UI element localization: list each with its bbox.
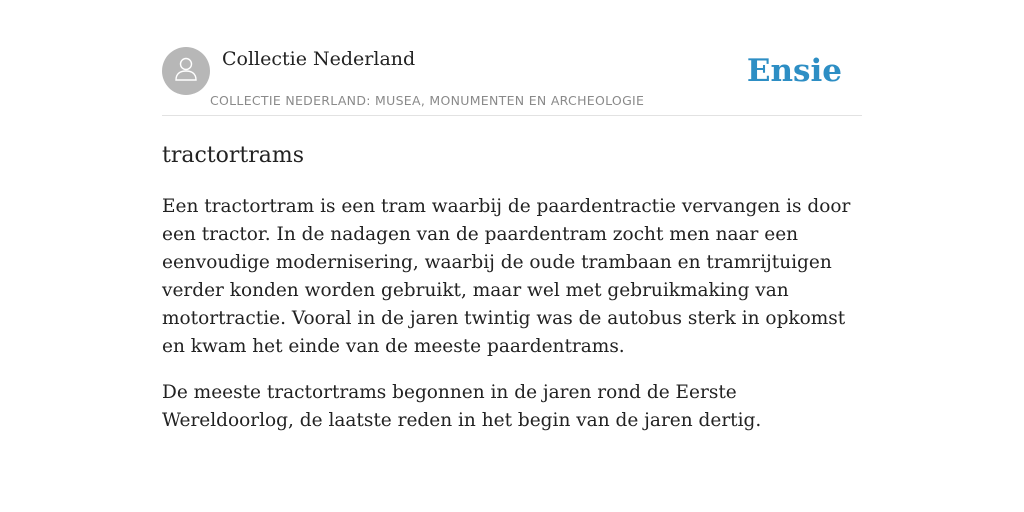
brand-logo[interactable]: Ensie	[746, 53, 842, 89]
avatar[interactable]	[162, 47, 210, 95]
page-title: tractortrams	[162, 143, 305, 168]
article-paragraph: Een tractortram is een tram waarbij de paardentractie vervangen is door een tractor. In de nadagen van de paardentram zocht men naar een eenvoudige modernisering, waarbij de oude trambaan en tramrijtuigen verder konden worden gebruikt, maar wel met gebruikmaking van motortractie. Vooral in de jaren twintig was de autobus sterk in opkomst en kwam het einde van de meeste paardentrams.	[162, 196, 851, 357]
page	[162, 0, 862, 435]
header	[162, 47, 862, 116]
source-label[interactable]: COLLECTIE NEDERLAND: MUSEA, MONUMENTEN EN ARCHEOLOGIE	[210, 93, 645, 108]
user-icon	[172, 55, 200, 87]
author-name[interactable]: Collectie Nederland	[222, 48, 416, 70]
article-paragraph: De meeste tractortrams begonnen in de jaren rond de Eerste Wereldoorlog, de laatste reden in het begin van de jaren dertig.	[162, 382, 762, 431]
